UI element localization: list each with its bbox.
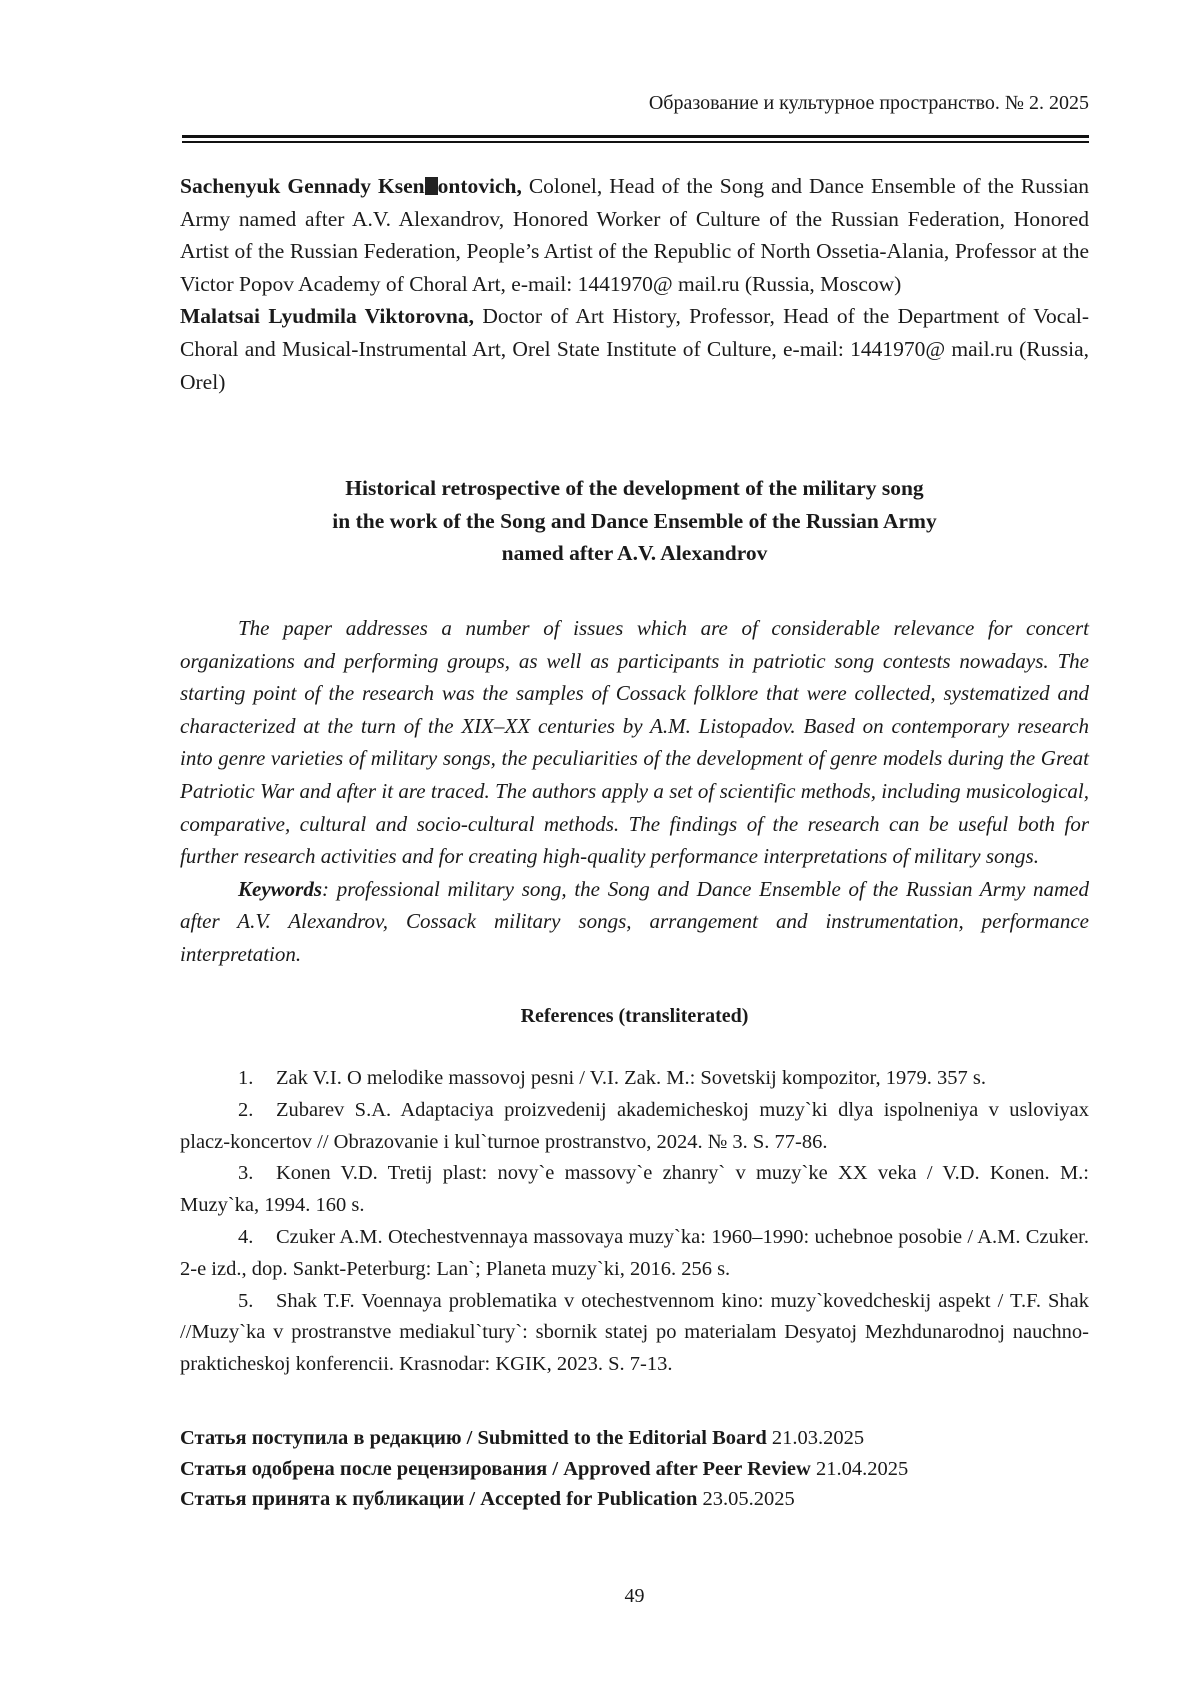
reference-number: 1. — [238, 1067, 254, 1089]
date-label: Статья одобрена после рецензирования / Approved after Peer Review — [180, 1457, 811, 1480]
reference-text: Shak T.F. Voennaya problematika v otechestvennom kino: muzy`kovedcheskij aspekt / T.F. Shak //Muzy`ka v prostranstve mediakul`tury`: sbornik statej po materialam Desyatoj Mezhdunarodnoj nauchno-prakticheskoj konferencii. Krasnodar: KGIK, 2023. S. 7-13. — [180, 1289, 1089, 1376]
abstract-text: The paper addresses a number of issues which are of considerable relevance for concert organizations and performing groups, as well as participants in patriotic song contests nowadays. The starting point of the research was the samples of Cossack folklore that were collected, systematized and characterized at the turn of the XIX–XX centuries by A.M. Listopadov. Based on contemporary research into genre varieties of military songs, the peculiarities of the development of genre models during the Great Patriotic War and after it are traced. The authors apply a set of scientific methods, including musicological, comparative, cultural and socio-cultural methods. The findings of the research can be useful both for further research activities and for creating high-quality performance interpretations of military songs. — [180, 616, 1089, 869]
references-heading: References (transliterated) — [520, 1005, 749, 1027]
reference-number: 2. — [238, 1098, 254, 1121]
reference-text: Konen V.D. Tretij plast: novy`e massovy`e zhanry` v muzy`ke XX veka / V.D. Konen. M.: Muzy`ka, 1994. 160 s. — [180, 1162, 1089, 1217]
reference-item — [180, 1158, 1089, 1222]
date-label: Статья принята к публикации / Accepted for Publication — [180, 1488, 698, 1510]
reference-item — [180, 1222, 1089, 1286]
date-approved — [180, 1454, 1089, 1485]
reference-item — [180, 1095, 1089, 1159]
reference-number: 4. — [238, 1225, 254, 1248]
keywords — [180, 873, 1089, 971]
publication-dates — [180, 1423, 1089, 1515]
author-2 — [180, 300, 1089, 398]
author-info — [180, 170, 1089, 398]
reference-number: 3. — [238, 1162, 254, 1185]
author-1-name — [180, 174, 522, 198]
glyph-artifact-icon — [425, 177, 438, 195]
running-header: Образование и культурное пространство. № 2. 2025 — [648, 92, 1089, 114]
reference-item — [180, 1063, 1089, 1095]
abstract — [180, 612, 1089, 971]
date-submitted — [180, 1423, 1089, 1454]
title-line: in the work of the Song and Dance Ensemble of the Russian Army — [332, 508, 937, 533]
author-1-name-part: ontovich, — [437, 174, 522, 198]
date-value: 23.05.2025 — [697, 1488, 795, 1510]
author-1 — [180, 170, 1089, 300]
title-line: Historical retrospective of the development of the military song — [345, 476, 924, 500]
author-2-name: Malatsai Lyudmila Viktorovna, — [180, 304, 474, 329]
page-number: 49 — [624, 1585, 645, 1607]
author-1-name-part: Sachenyuk Gennady Ksen — [180, 174, 425, 198]
author-2-info: Doctor of Art History, Professor, Head of the Department of Vocal-Choral and Musical-Instrumental Art, Orel State Institute of Culture, e-mail: 1441970@ mail.ru (Russia, Orel) — [180, 304, 1090, 394]
article-title — [180, 472, 1089, 570]
reference-text: Zak V.I. O melodike massovoj pesni / V.I. Zak. M.: Sovetskij kompozitor, 1979. 357 s. — [276, 1067, 987, 1089]
date-value: 21.03.2025 — [766, 1427, 865, 1449]
reference-text: Czuker A.M. Otechestvennaya massovaya muzy`ka: 1960–1990: uchebnoe posobie / A.M. Czuker. 2-e izd., dop. Sankt-Peterburg: Lan`; Planeta muzy`ki, 2016. 256 s. — [180, 1225, 1089, 1280]
keywords-label: Keywords — [238, 876, 322, 901]
reference-number: 5. — [238, 1289, 254, 1312]
reference-item — [180, 1286, 1089, 1381]
author-1-info: Colonel, Head of the Song and Dance Ensemble of the Russian Army named after A.V. Alexandrov, Honored Worker of Culture of the Russian Federation, Honored Artist of the Russian Federation, People’s Artist of the Republic of North Ossetia-Alania, Professor at the Victor Popov Academy of Choral Art, e-mail: 1441970@ mail.ru (Russia, Moscow) — [180, 174, 1089, 296]
keywords-text: : professional military song, the Song and Dance Ensemble of the Russian Army named after A.V. Alexandrov, Cossack military songs, arrangement and instrumentation, performance interpretation. — [180, 876, 1089, 966]
date-label: Статья поступила в редакцию / Submitted to the Editorial Board — [180, 1427, 767, 1449]
header-rule-thin — [182, 141, 1089, 143]
date-value: 21.04.2025 — [810, 1457, 909, 1480]
header-rule-thick — [182, 135, 1089, 138]
title-line: named after A.V. Alexandrov — [501, 541, 768, 565]
references-list — [180, 1063, 1089, 1381]
date-accepted — [180, 1484, 1089, 1515]
reference-text: Zubarev S.A. Adaptaciya proizvedenij akademicheskoj muzy`ki dlya ispolneniya v usloviyax placz-koncertov // Obrazovanie i kul`turnoe prostranstvo, 2024. № 3. S. 77-86. — [180, 1098, 1089, 1153]
